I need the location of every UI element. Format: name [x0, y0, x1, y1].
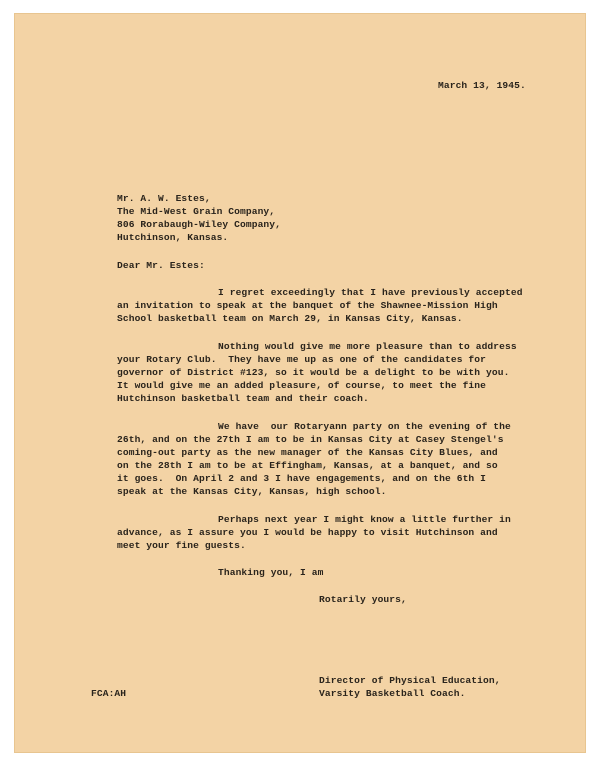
- salutation: Dear Mr. Estes:: [117, 260, 205, 271]
- recipient-company: The Mid-West Grain Company,: [117, 206, 276, 217]
- recipient-city: Hutchinson, Kansas.: [117, 232, 229, 243]
- letter-page: [14, 13, 586, 753]
- body-line: governor of District #123, so it would be a delight to be with you.: [117, 367, 510, 378]
- body-line: Hutchinson basketball team and their coach.: [117, 393, 369, 404]
- signature-title-2: Varsity Basketball Coach.: [319, 688, 466, 699]
- signature-title-1: Director of Physical Education,: [319, 675, 501, 686]
- typist-initials: FCA:AH: [91, 688, 127, 699]
- body-line: it goes. On April 2 and 3 I have engagements, and on the 6th I: [117, 473, 487, 484]
- body-line: your Rotary Club. They have me up as one of the candidates for: [117, 354, 487, 365]
- body-line: School basketball team on March 29, in Kansas City, Kansas.: [117, 313, 463, 324]
- body-line: meet your fine guests.: [117, 540, 246, 551]
- body-line: I regret exceedingly that I have previously accepted: [218, 287, 523, 298]
- body-line: coming-out party as the new manager of the Kansas City Blues, and: [117, 447, 498, 458]
- recipient-name: Mr. A. W. Estes,: [117, 193, 211, 204]
- body-line: We have our Rotaryann party on the evening of the: [218, 421, 511, 432]
- body-line: advance, as I assure you I would be happy to visit Hutchinson and: [117, 527, 498, 538]
- body-line: It would give me an added pleasure, of course, to meet the fine: [117, 380, 487, 391]
- thanks-line: Thanking you, I am: [218, 567, 324, 578]
- letter-date: March 13, 1945.: [438, 80, 526, 91]
- body-line: Nothing would give me more pleasure than to address: [218, 341, 517, 352]
- body-line: on the 28th I am to be at Effingham, Kansas, at a banquet, and so: [117, 460, 498, 471]
- body-line: speak at the Kansas City, Kansas, high school.: [117, 486, 387, 497]
- body-line: an invitation to speak at the banquet of the Shawnee-Mission High: [117, 300, 498, 311]
- body-line: 26th, and on the 27th I am to be in Kansas City at Casey Stengel's: [117, 434, 504, 445]
- body-line: Perhaps next year I might know a little further in: [218, 514, 511, 525]
- recipient-street: 806 Rorabaugh-Wiley Company,: [117, 219, 282, 230]
- complimentary-closing: Rotarily yours,: [319, 594, 407, 605]
